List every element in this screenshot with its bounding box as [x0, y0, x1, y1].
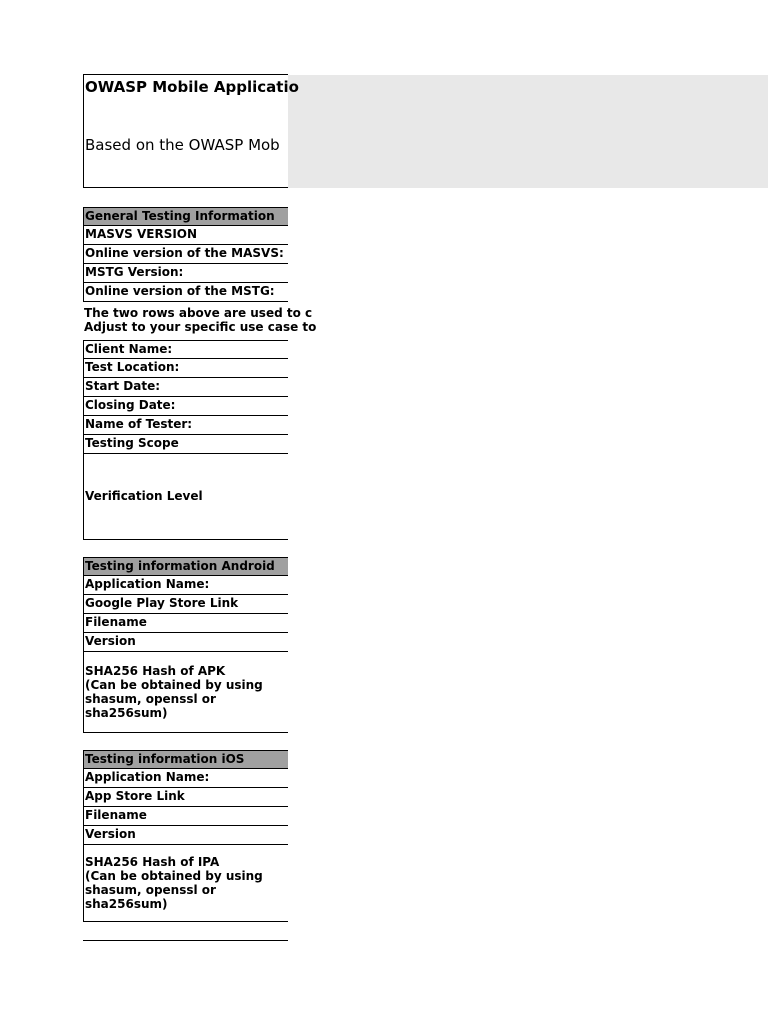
general-row[interactable]: Online version of the MASVS: — [83, 245, 288, 264]
tester-name-row[interactable]: Name of Tester: — [83, 416, 288, 435]
start-date-row[interactable]: Start Date: — [83, 378, 288, 397]
android-heading: Testing information Android — [83, 557, 288, 576]
document-subtitle: Based on the OWASP Mob — [85, 136, 280, 154]
general-row[interactable]: MASVS VERSION — [83, 226, 288, 245]
document-title: OWASP Mobile Applicatio — [85, 78, 299, 96]
version-note-line1: The two rows above are used to c — [84, 306, 313, 320]
test-location-row[interactable]: Test Location: — [83, 359, 288, 378]
android-store-link-row[interactable]: Google Play Store Link — [83, 595, 288, 614]
general-row[interactable]: MSTG Version: — [83, 264, 288, 283]
header-fill — [288, 75, 768, 188]
general-details-section — [83, 340, 288, 540]
general-testing-section — [83, 207, 288, 302]
document-header — [83, 74, 299, 188]
client-name-row[interactable]: Client Name: — [83, 340, 288, 359]
android-section — [83, 557, 288, 733]
ios-heading: Testing information iOS — [83, 750, 288, 769]
verification-level-row[interactable] — [83, 454, 288, 540]
ios-store-link-row[interactable]: App Store Link — [83, 788, 288, 807]
ios-section — [83, 750, 288, 922]
android-filename-row[interactable]: Filename — [83, 614, 288, 633]
version-note — [84, 302, 317, 340]
ios-app-name-row[interactable]: Application Name: — [83, 769, 288, 788]
ios-version-row[interactable]: Version — [83, 826, 288, 845]
version-note-line2: Adjust to your specific use case to — [84, 320, 317, 334]
general-testing-heading: General Testing Information — [83, 207, 288, 226]
verification-level-label: Verification Level — [85, 489, 203, 503]
android-app-name-row[interactable]: Application Name: — [83, 576, 288, 595]
divider — [83, 940, 288, 941]
general-row[interactable]: Online version of the MSTG: — [83, 283, 288, 302]
ios-filename-row[interactable]: Filename — [83, 807, 288, 826]
ios-hash-row[interactable]: SHA256 Hash of IPA (Can be obtained by using shasum, openssl or sha256sum) — [83, 845, 288, 922]
closing-date-row[interactable]: Closing Date: — [83, 397, 288, 416]
testing-scope-row[interactable]: Testing Scope — [83, 435, 288, 454]
android-hash-row[interactable]: SHA256 Hash of APK (Can be obtained by using shasum, openssl or sha256sum) — [83, 652, 288, 733]
android-version-row[interactable]: Version — [83, 633, 288, 652]
